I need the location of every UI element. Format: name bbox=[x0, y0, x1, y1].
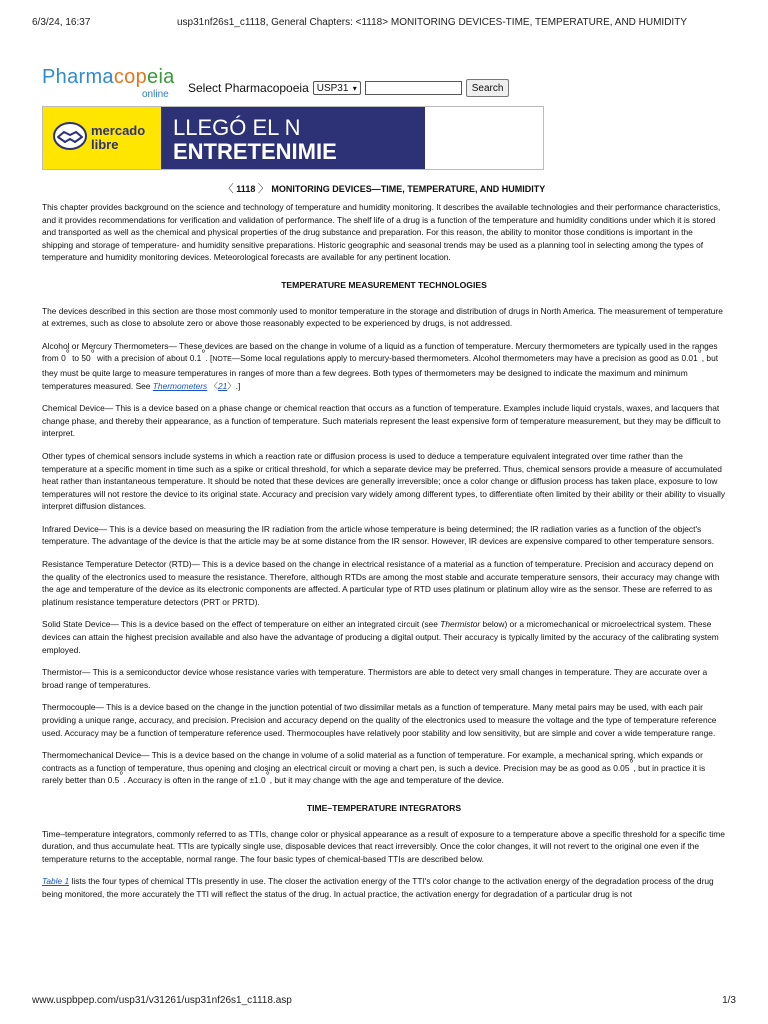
page-number: 1/3 bbox=[722, 995, 736, 1006]
rtd-paragraph: Resistance Temperature Detector (RTD)— This is a device based on the change in electrical resistance of a material as a function of temperature. Precision and accuracy depend on the quality of the electronics used to measure the resistance. Therefore, although RTDs are among the most stable and accurate temperature sensors, their accuracy may change with the age and temperature of the device as its electronic components are affected. A particular type of RTD uses platinum or platinum alloy wire as the sensor. These are referred to as platinum resistance temperature detectors (PRT or PRTD). bbox=[42, 559, 720, 607]
logo-text: Pharmacopeia bbox=[42, 66, 175, 88]
pharmacopoeia-selector bbox=[188, 79, 509, 97]
chapter-title: 〈 1118 〉 MONITORING DEVICES—TIME, TEMPERATURE, AND HUMIDITY bbox=[222, 183, 546, 195]
alcohol-mercury-paragraph: Alcohol or Mercury Thermometers— These devices are based on the change in volume of a liquid as a function of temperature. Mercury thermometers are typically used in the ranges from 0° to 50° with a precision of about 0.1°. [NOTE—Some local regulations apply to mercury-based thermometers. Alcohol thermometers may have a precision as good as 0.01°, but they must be quite large to measure temperatures in ranges of more than a few degrees. Both types of thermometers may be designed to indicate the maximum and minimum temperatures measured. See Thermometers 〈21〉.] bbox=[42, 340, 719, 391]
ad-headline-2: ENTRETENIMIE bbox=[173, 139, 337, 164]
chevron-down-icon: ▾ bbox=[352, 83, 357, 93]
ad-brand-name: mercado libre bbox=[91, 123, 146, 152]
page-url: www.uspbpep.com/usp31/v31261/usp31nf26s1_c1118.asp bbox=[32, 995, 292, 1006]
infrared-device-paragraph: Infrared Device— This is a device based on measuring the IR radiation from the article whose temperature is being determined; the IR radiation varies as a function of the object's temperature. The advantage of the device is that the article may be at some distance from the IR sensor. However, IR devices are expensive compared to other temperature sensors. bbox=[42, 523, 715, 547]
section-heading-tti: TIME–TEMPERATURE INTEGRATORS bbox=[306, 802, 462, 813]
thermometers-link[interactable]: Thermometers bbox=[152, 380, 208, 391]
ad-headline-panel bbox=[161, 107, 425, 169]
ad-headline-1: LLEGÓ EL N bbox=[173, 115, 301, 140]
other-chemical-paragraph: Other types of chemical sensors include systems in which a reaction rate or diffusion process is used to deduce a temperature equivalent integrated over time rather than the temperature at a specific moment in time such as a spike or critical threshold, for which a separate device may be preferred. Thus, chemical sensors provide a measure of accumulated heat rather than instantaneous temperature. It should be noted that these devices are generally irreversible; once a color change or diffusion process has taken place, exposure to low temperatures will not restore the device to its original state. Accuracy and precision vary widely among different types, to differentiate often limited by their ability or their ability to visually interpret diffusion distances. bbox=[42, 450, 726, 512]
handshake-icon bbox=[53, 121, 87, 151]
tti-paragraph: Time–temperature integrators, commonly referred to as TTIs, change color or physical appearance as a result of exposure to a temperature above a specific threshold for a specific time duration, and thus accumulate heat. TTIs are typically single use, disposable devices that react irreversibly. Once the color changes, it will not revert to the original one even if the temperature returns to the acceptable, normal range. The four basic types of chemical-based TTIs are described below. bbox=[42, 828, 725, 864]
section-heading-temperature: TEMPERATURE MEASUREMENT TECHNOLOGIES bbox=[281, 279, 487, 290]
devices-paragraph: The devices described in this section are those most commonly used to monitor temperature in the storage and distribution of drugs in North America. The measurement of temperature at extremes, such as close to absolute zero or above those reasonably expected to be experienced by drugs, is not addressed. bbox=[42, 305, 723, 329]
ad-brand-panel bbox=[43, 107, 161, 169]
table-1-link[interactable]: Table 1 bbox=[42, 876, 70, 887]
search-input[interactable] bbox=[365, 81, 462, 95]
select-pharmacopoeia-label: Select Pharmacopoeia bbox=[188, 81, 309, 95]
chemical-device-paragraph: Chemical Device— This is a device based on a phase change or chemical reaction that occurs as a function of temperature. Examples include liquid crystals, waxes, and lacquers that change phase, and thereby their appearance, as a function of temperature. Such materials represent the least expensive form of temperature measurement, but they may be difficult to interpret. bbox=[42, 403, 721, 439]
logo-subtitle: online bbox=[142, 89, 169, 100]
chapter-heading: MONITORING DEVICES—TIME, TEMPERATURE, AND HUMIDITY bbox=[271, 184, 546, 194]
intro-paragraph: This chapter provides background on the science and technology of temperature and humidity monitoring. It describes the available technologies and their performance characteristics, and it provides recommendations for verification and validation of performance. The shelf life of a drug is a function of the temperature and humidity conditions under which it is stored and transported as well as the chemical and physical properties of the drug substance and preparation. For this reason, the ability to monitor those conditions is important in the shipping and storage of temperature- and humidity sensitive preparations. Historic geographic and seasonal trends may be used as a planning tool in selecting among the types of temperature and humidity monitoring devices. Meteorological forecasts are available for any pertinent location. bbox=[42, 202, 721, 263]
advertisement-banner[interactable] bbox=[42, 106, 544, 170]
search-button[interactable]: Search bbox=[466, 79, 510, 97]
solid-state-paragraph: Solid State Device— This is a device based on the effect of temperature on either an integrated circuit (see Thermistor below) or a micromechanical or microelectrical system. These devices can attain the highest precision available and also have the advantage of producing a digital output. Their accuracy is typically limited by the accuracy of the calibrating system employed. bbox=[42, 619, 719, 655]
thermomechanical-paragraph: Thermomechanical Device— This is a device based on the change in volume of a solid material as a function of temperature. For example, a mechanical spring, which expands or contracts as a function of temperature, thus opening and closing an electrical circuit or moving a chart pen, is such a device. Precision may be as good as 0.05°, but in practice it is rarely better than 0.5°. Accuracy is often in the range of ±1.0°, but it may change with the age and temperature of the device. bbox=[42, 750, 706, 786]
print-title: usp31nf26s1_c1118, General Chapters: <1118> MONITORING DEVICES-TIME, TEMPERATURE, AND HUMIDITY bbox=[177, 17, 687, 28]
thermocouple-paragraph: Thermocouple— This is a device based on the change in the junction potential of two dissimilar metals as a function of temperature. Many metal pairs may be used, with each pair providing a unique range, accuracy, and precision. Precision and accuracy depend on the quality of the electronics used to measure the voltage and the type of temperature reference used. Accuracy may be a function of temperature reference used. Thermocouples have relatively poor stability and low sensitivity, but are simple and cover a wide temperature range. bbox=[42, 702, 717, 738]
chapter-21-link[interactable]: 21 bbox=[217, 380, 228, 391]
dropdown-selected-value: USP31 bbox=[316, 82, 349, 94]
table1-paragraph: Table 1 lists the four types of chemical TTIs presently in use. The closer the activation energy of the TTI's color change to the activation energy of the degradation process of the drug being monitored, the more accurately the TTI will reflect the status of the drug. In actual practice, the activation energy for degradation of a particular drug is not bbox=[42, 876, 714, 899]
chapter-body bbox=[42, 201, 726, 911]
pharmacopeia-logo[interactable] bbox=[42, 67, 178, 103]
thermistor-paragraph: Thermistor— This is a semiconductor device whose resistance varies with temperature. Thermistors are able to detect very small changes in temperature. They are accurate over a broad range of temperatures. bbox=[42, 667, 708, 690]
pharmacopoeia-dropdown[interactable] bbox=[313, 81, 361, 95]
chapter-number: 1118 bbox=[236, 184, 256, 194]
print-datetime: 6/3/24, 16:37 bbox=[32, 17, 91, 28]
note-label: NOTE bbox=[212, 356, 232, 364]
print-header bbox=[32, 17, 736, 31]
